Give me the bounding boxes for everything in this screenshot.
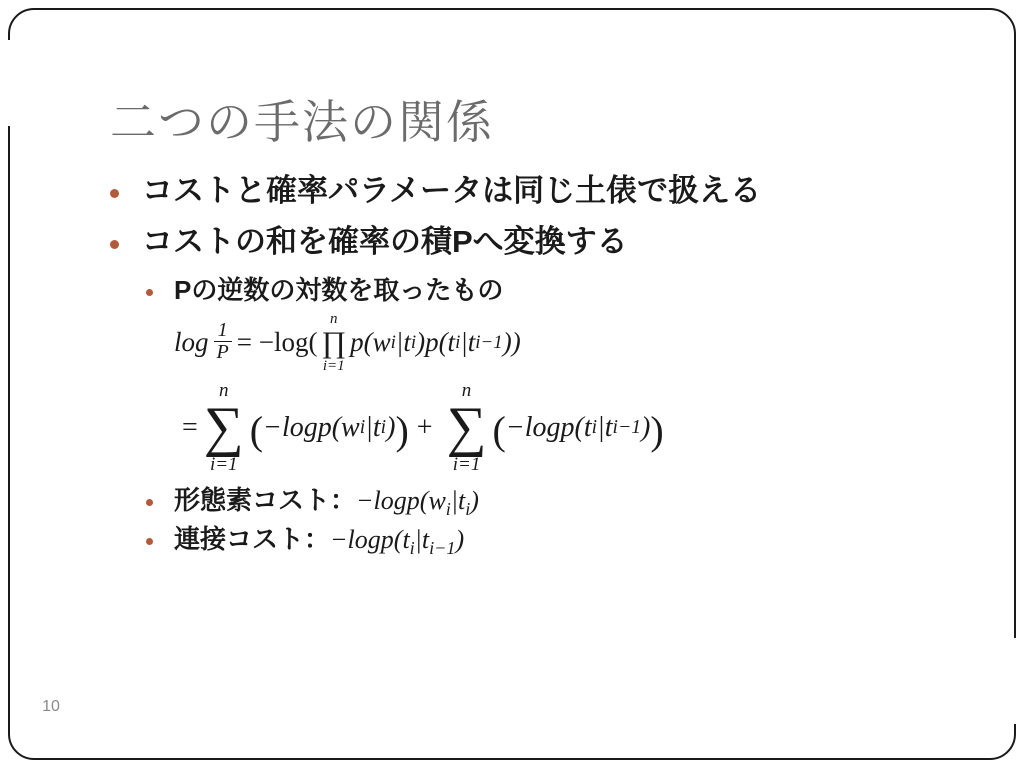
summation-icon: ∑: [203, 396, 244, 459]
frame-notch-bottom-right: [1008, 638, 1024, 724]
eq2-right-term-head: −logp(t: [505, 411, 592, 443]
eq2-left-sub2: i: [380, 416, 387, 438]
equation-sum-expansion: [96, 380, 956, 475]
eq1-frac-numerator: 1: [217, 319, 228, 342]
morpheme-cost-head: −logp(w: [356, 485, 446, 515]
connection-cost-tail: ): [455, 525, 465, 555]
summation-icon: ∑: [446, 396, 487, 459]
morpheme-cost-sub1: i: [445, 498, 451, 519]
page-number: 10: [28, 684, 74, 730]
connection-cost-formula: [330, 525, 465, 559]
connection-cost-sub2: i−1: [429, 538, 456, 559]
morpheme-cost-sub2: i: [465, 498, 471, 519]
eq2-sum-left-lower: i=1: [209, 453, 238, 475]
eq1-term-2-sub2: i−1: [475, 331, 503, 353]
eq2-left-paren-open: (: [249, 407, 264, 453]
connection-cost-mid: |t: [414, 525, 430, 555]
eq1-equals-neg-log: = −log(: [236, 327, 318, 358]
eq2-right-sub2: i−1: [612, 416, 642, 438]
connection-cost-head: −logp(t: [330, 525, 410, 555]
eq2-right-mid: |t: [597, 411, 613, 443]
frame-notch-top-left: [0, 40, 16, 126]
product-icon: ∏: [321, 325, 347, 359]
eq1-term-2-head: )p(t: [416, 327, 456, 358]
eq1-term-1-mid: |t: [395, 327, 411, 358]
eq1-term-1-head: p(w: [350, 327, 391, 358]
eq2-sum-left-upper: n: [219, 380, 229, 402]
eq1-log: log: [174, 327, 209, 358]
bullet-morpheme-cost: [96, 484, 956, 522]
eq2-right-sub1: i: [591, 416, 598, 438]
eq1-term-1-sub2: i: [410, 331, 417, 353]
eq2-plus: +: [416, 411, 433, 443]
eq2-equals: =: [182, 411, 198, 443]
eq2-sum-operator-right: [447, 380, 487, 475]
equation-log-inverse-p: [96, 311, 956, 374]
eq2-left-close: ): [386, 411, 396, 443]
eq1-term-2-sub: i: [455, 331, 461, 353]
eq2-right-paren-open: (: [492, 407, 506, 453]
connection-cost-label: 連接コスト：: [174, 524, 331, 555]
slide-title: 二つの手法の関係: [110, 96, 494, 148]
eq1-fraction: [214, 320, 232, 363]
slide-body: [96, 172, 956, 563]
eq1-term-1-sub: i: [390, 331, 396, 353]
eq2-left-mid: |t: [365, 411, 381, 443]
bullet-level2-1: Pの逆数の対数を取ったもの: [96, 274, 956, 308]
eq1-product-upper: n: [330, 311, 338, 328]
eq1-product-operator: [321, 311, 346, 374]
eq2-sum-right-upper: n: [461, 380, 472, 402]
eq2-left-term-head: −logp(w: [263, 411, 360, 443]
eq2-left-sub1: i: [359, 416, 366, 438]
eq1-frac-denominator: P: [214, 341, 232, 363]
morpheme-cost-mid: |t: [450, 485, 466, 515]
eq2-right-paren-close: ): [650, 407, 664, 453]
bullet-level1-2: コストの和を確率の積Pへ変換する: [96, 223, 956, 262]
morpheme-cost-tail: ): [470, 485, 479, 515]
connection-cost-sub1: i: [409, 538, 415, 559]
eq1-term-2-mid: |t: [460, 327, 476, 358]
morpheme-cost-formula: [356, 485, 479, 519]
morpheme-cost-label: 形態素コスト：: [174, 484, 357, 515]
eq2-sum-operator-left: [204, 380, 244, 475]
bullet-connection-cost: [96, 523, 956, 561]
eq2-left-paren-close: ): [395, 407, 409, 453]
eq2-right-close: ): [641, 411, 651, 443]
eq1-product-lower: i=1: [322, 357, 345, 374]
eq2-sum-right-lower: i=1: [452, 453, 481, 475]
bullet-level1-1: コストと確率パラメータは同じ土俵で扱える: [96, 172, 956, 211]
eq1-closing-parens: )): [502, 327, 521, 358]
